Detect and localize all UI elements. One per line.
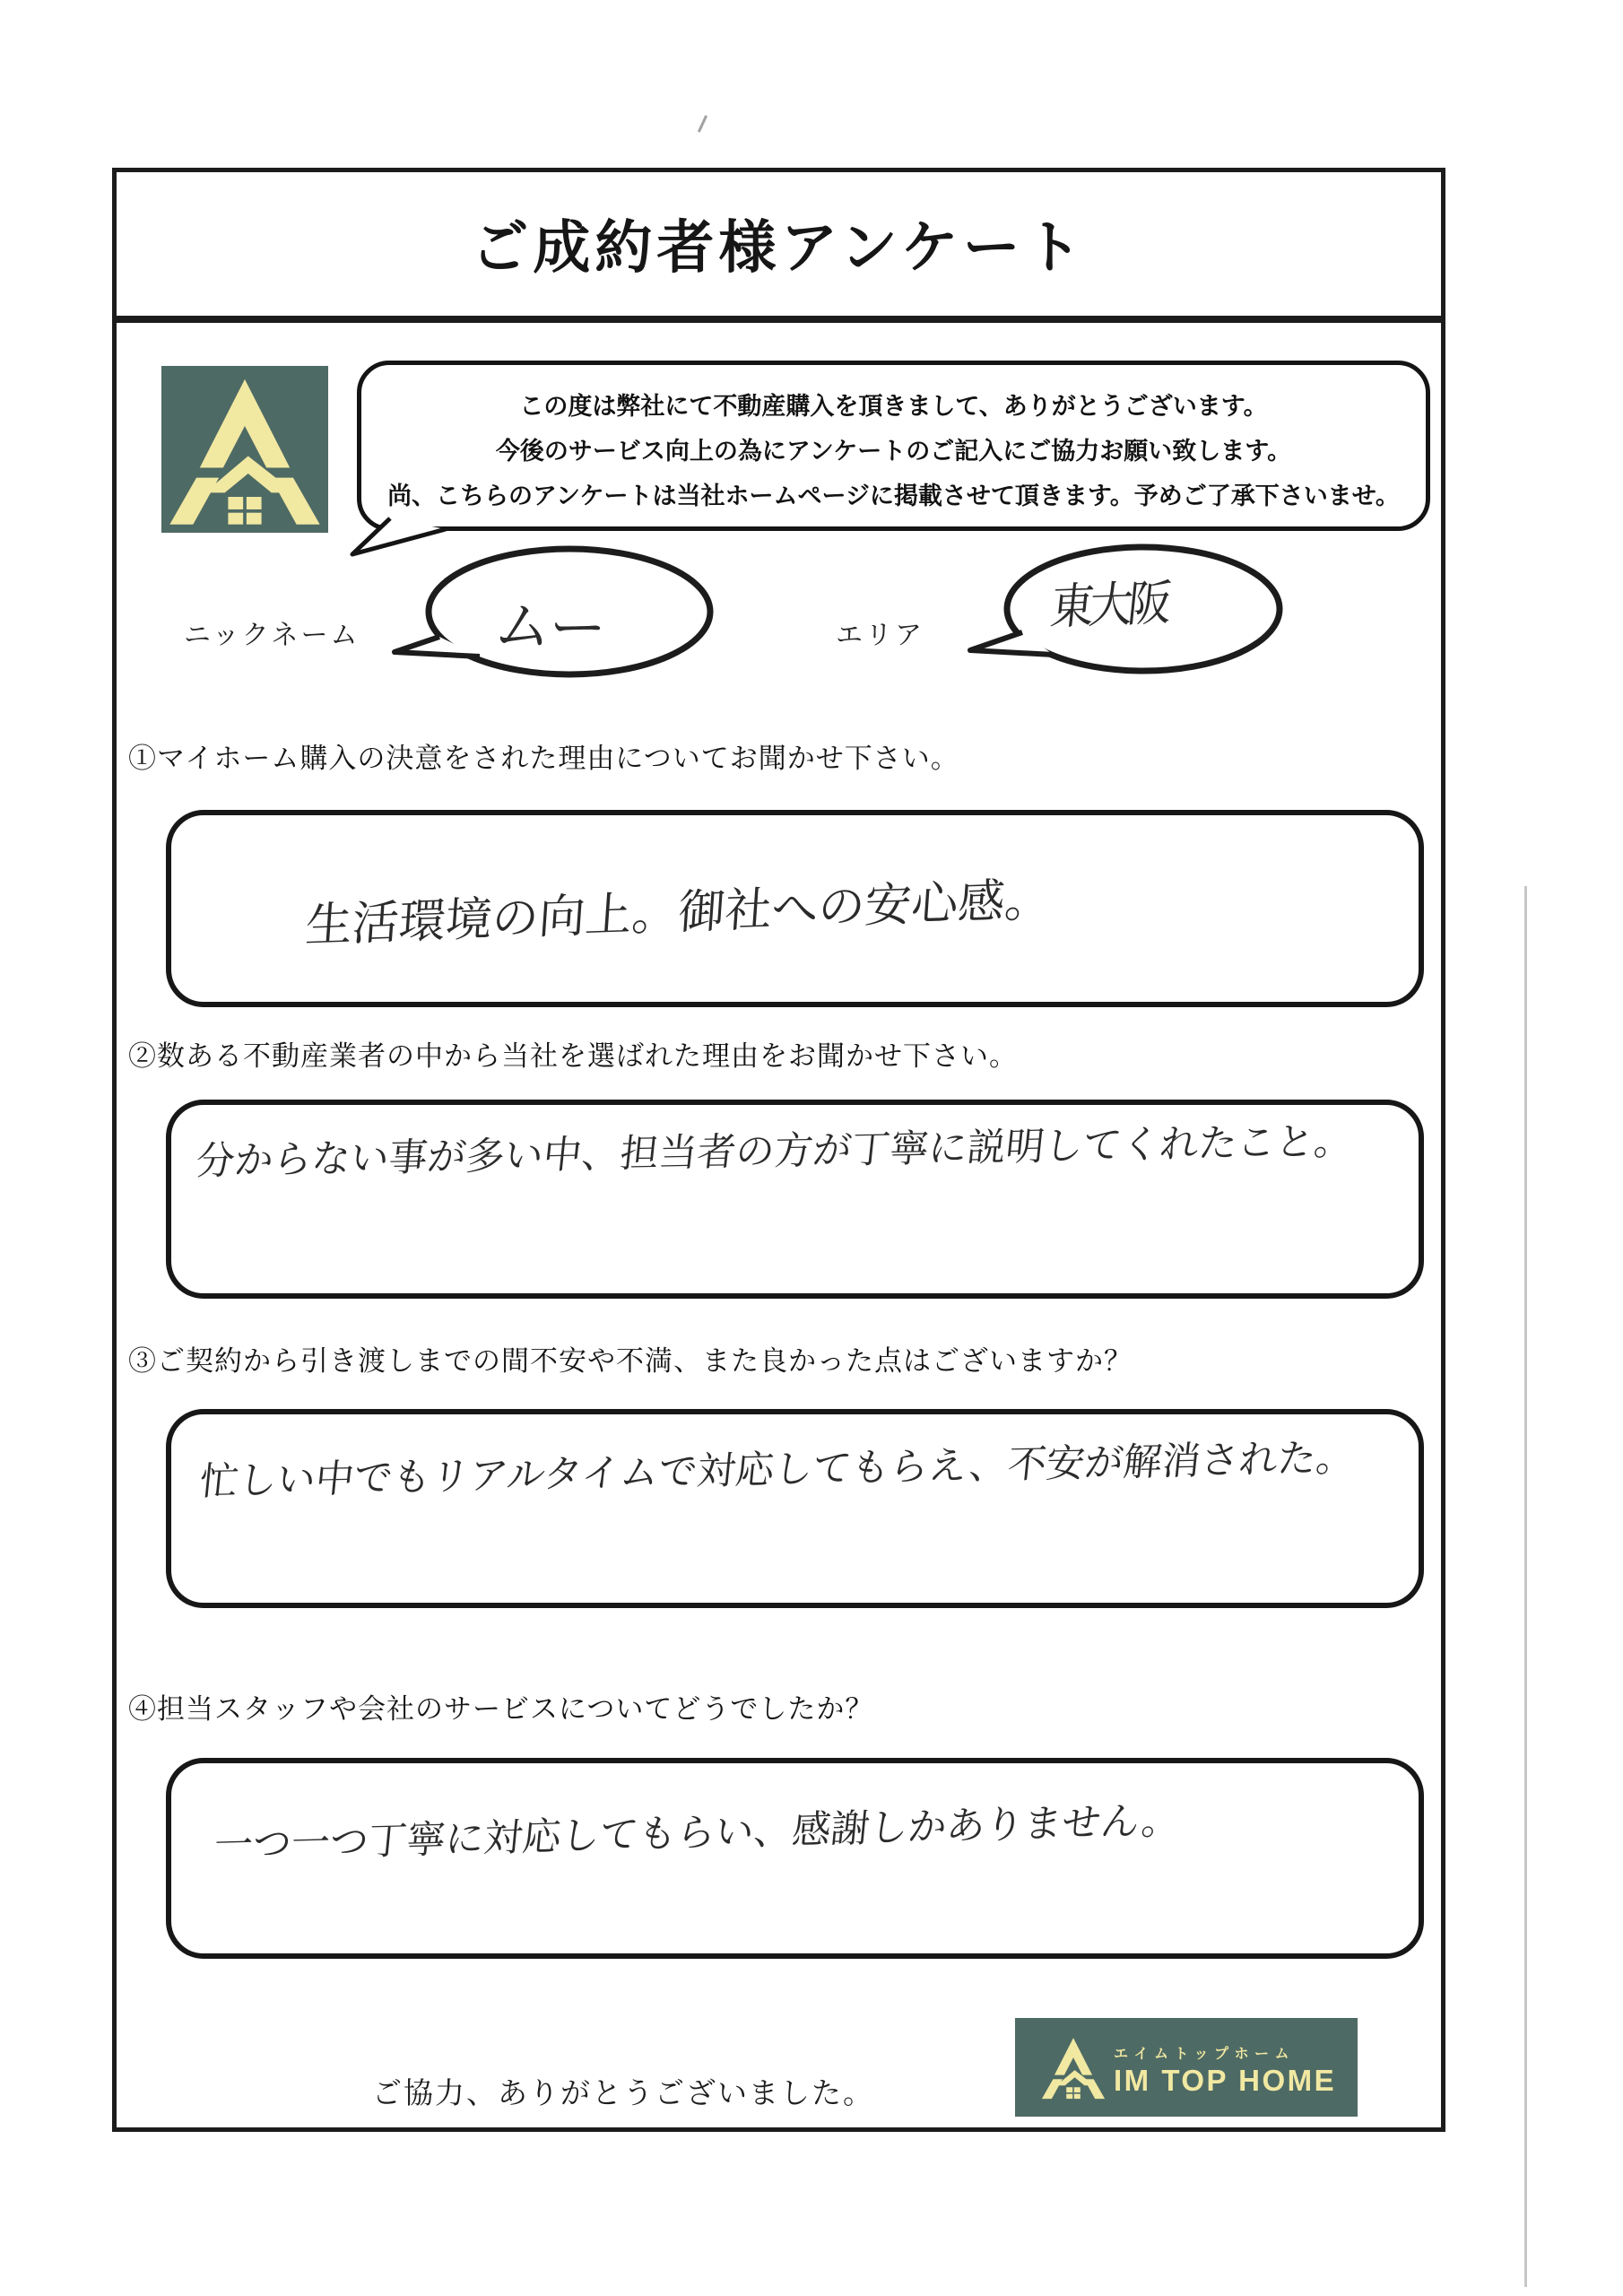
nickname-handwritten-value: ムー — [490, 592, 611, 664]
footer-logo-banner — [1015, 2018, 1358, 2117]
footer-logo-text — [1114, 2042, 1336, 2098]
area-handwritten-value: 東大阪 — [1047, 574, 1170, 636]
scan-artifact-speck — [698, 115, 707, 132]
intro-line: 尚、こちらのアンケートは当社ホームページに掲載させて頂きます。予めご了承下さいませ。 — [387, 482, 1400, 509]
title-band — [112, 168, 1445, 318]
footer-house-logo-icon — [1038, 2032, 1108, 2102]
nickname-label: ニックネーム — [184, 621, 360, 650]
answer-box-1 — [166, 810, 1424, 1007]
answer-box-4 — [166, 1758, 1424, 1959]
answer-2-handwritten: 分からない事が多い中、担当者の方が丁寧に説明してくれたこと。 — [194, 1118, 1356, 1185]
answer-1-handwritten: 生活環境の向上。御社への安心感。 — [303, 873, 1054, 953]
answer-4-handwritten: 一つ一つ丁寧に対応してもらい、感謝しかありません。 — [212, 1797, 1183, 1869]
intro-line: この度は弊社にて不動産購入を頂きまして、ありがとうございます。 — [519, 393, 1268, 420]
intro-line: 今後のサービス向上の為にアンケートのご記入にご協力お願い致します。 — [495, 437, 1292, 465]
scan-artifact-line — [1524, 886, 1527, 2287]
page-title: ご成約者様アンケート — [471, 215, 1087, 280]
answer-box-3 — [166, 1409, 1424, 1608]
answer-3-handwritten: 忙しい中でもリアルタイムで対応してもらえ、不安が解消された。 — [197, 1435, 1358, 1505]
company-house-logo-icon — [161, 366, 328, 533]
footer-logo-text-en: IM TOP HOME — [1114, 2064, 1337, 2097]
question-3-label: ③ご契約から引き渡しまでの間不安や不満、また良かった点はございますか？ — [128, 1345, 1133, 1377]
intro-speech-bubble — [357, 361, 1430, 531]
question-1-label: ①マイホーム購入の決意をされた理由についてお聞かせ下さい。 — [128, 743, 959, 774]
title-divider — [112, 316, 1445, 323]
area-label: エリア — [836, 621, 924, 650]
question-2-label: ②数ある不動産業者の中から当社を選ばれた理由をお聞かせ下さい。 — [128, 1040, 1018, 1072]
footer-logo-text-jp: エイムトップホーム — [1114, 2047, 1296, 2062]
answer-box-2 — [166, 1100, 1424, 1299]
footer-thanks-text: ご協力、ありがとうございました。 — [372, 2076, 874, 2109]
question-4-label: ④担当スタッフや会社のサービスについてどうでしたか？ — [128, 1693, 874, 1725]
